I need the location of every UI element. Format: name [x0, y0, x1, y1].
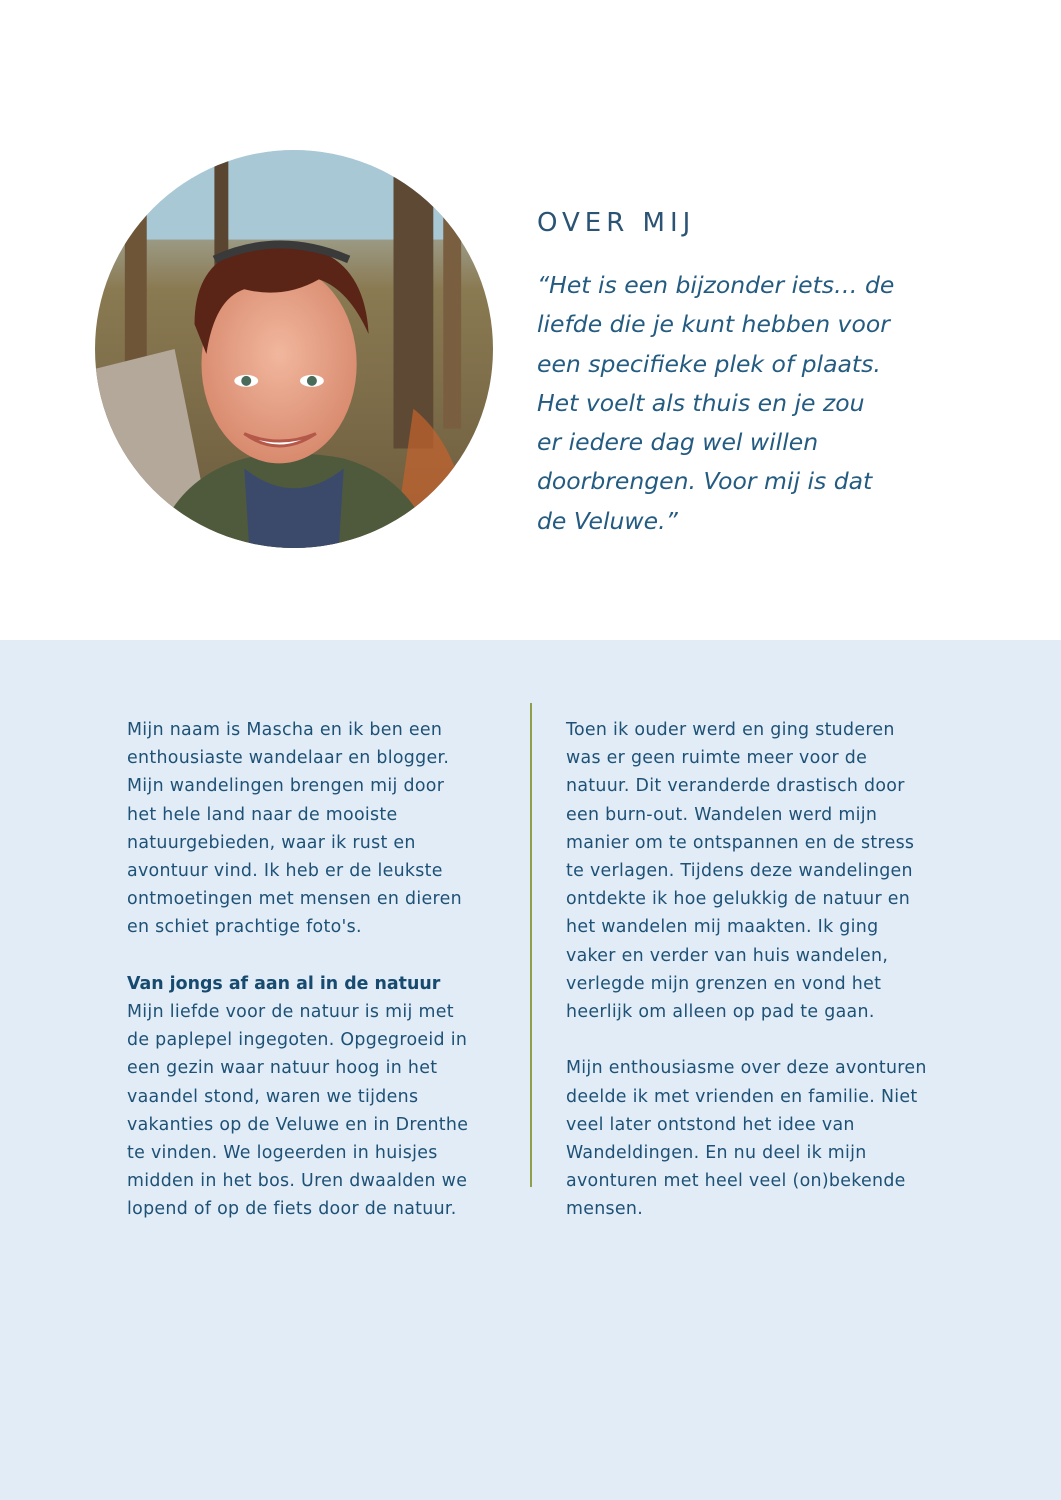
body-line: midden in het bos. Uren dwaalden we	[127, 1171, 468, 1192]
body-line: mensen.	[566, 1199, 644, 1220]
quote-line: “Het is een bijzonder iets… de	[537, 271, 895, 299]
body-line: Mijn enthousiasme over deze avonturen	[566, 1058, 927, 1079]
body-line: natuur. Dit veranderde drastisch door	[566, 776, 905, 797]
paragraph-gap	[127, 942, 468, 970]
left-column	[127, 716, 468, 1224]
intro-line: avontuur vind. Ik heb er de leukste	[127, 861, 443, 882]
body-line: Mijn liefde voor de natuur is mij met	[127, 1002, 454, 1023]
quote-line: doorbrengen. Voor mij is dat	[537, 467, 873, 496]
body-line: vaandel stond, waren we tijdens	[127, 1086, 419, 1107]
body-line: een gezin waar natuur hoog in het	[127, 1058, 438, 1079]
intro-line: enthousiaste wandelaar en blogger.	[127, 748, 450, 769]
right-column	[566, 716, 927, 1224]
body-line: te verlagen. Tijdens deze wandelingen	[566, 861, 913, 882]
subheading: Van jongs af aan al in de natuur	[127, 973, 441, 994]
quote-line: de Veluwe.”	[537, 506, 678, 535]
body-line: heerlijk om alleen op pad te gaan.	[566, 1002, 875, 1023]
body-line: verlegde mijn grenzen en vond het	[566, 973, 882, 994]
body-line: deelde ik met vrienden en familie. Niet	[566, 1086, 918, 1107]
body-line: manier om te ontspannen en de stress	[566, 832, 915, 853]
quote-line: er iedere dag wel willen	[537, 428, 819, 457]
body-line: veel later ontstond het idee van	[566, 1114, 855, 1135]
intro-line: Mijn naam is Mascha en ik ben een	[127, 720, 443, 740]
intro-line: natuurgebieden, waar ik rust en	[127, 832, 416, 853]
pull-quote	[537, 266, 937, 541]
body-line: het wandelen mij maakten. Ik ging	[566, 917, 879, 938]
intro-line: en schiet prachtige foto's.	[127, 917, 362, 938]
intro-line: Mijn wandelingen brengen mij door	[127, 776, 445, 797]
paragraph-gap	[566, 1026, 927, 1054]
quote-line: een specifieke plek of plaats.	[537, 349, 881, 378]
intro-line: het hele land naar de mooiste	[127, 804, 398, 825]
body-line: lopend of op de fiets door de natuur.	[127, 1199, 457, 1220]
profile-photo	[95, 150, 493, 548]
body-line: te vinden. We logeerden in huisjes	[127, 1143, 438, 1164]
body-line: vakanties op de Veluwe en in Drenthe	[127, 1114, 469, 1135]
body-line: was er geen ruimte meer voor de	[566, 748, 868, 769]
quote-line: liefde die je kunt hebben voor	[537, 310, 890, 339]
column-divider	[530, 703, 532, 1187]
body-line: Toen ik ouder werd en ging studeren	[566, 720, 895, 740]
intro-line: ontmoetingen met mensen en dieren	[127, 889, 462, 910]
body-line: de paplepel ingegoten. Opgegroeid in	[127, 1030, 468, 1051]
body-line: een burn-out. Wandelen werd mijn	[566, 804, 878, 825]
section-heading: OVER MIJ	[537, 208, 696, 238]
body-line: Wandeldingen. En nu deel ik mijn	[566, 1143, 867, 1164]
body-line: ontdekte ik hoe gelukkig de natuur en	[566, 889, 911, 910]
body-line: avonturen met heel veel (on)bekende	[566, 1171, 906, 1192]
body-line: vaker en verder van huis wandelen,	[566, 945, 889, 966]
quote-line: Het voelt als thuis en je zou	[537, 388, 865, 417]
